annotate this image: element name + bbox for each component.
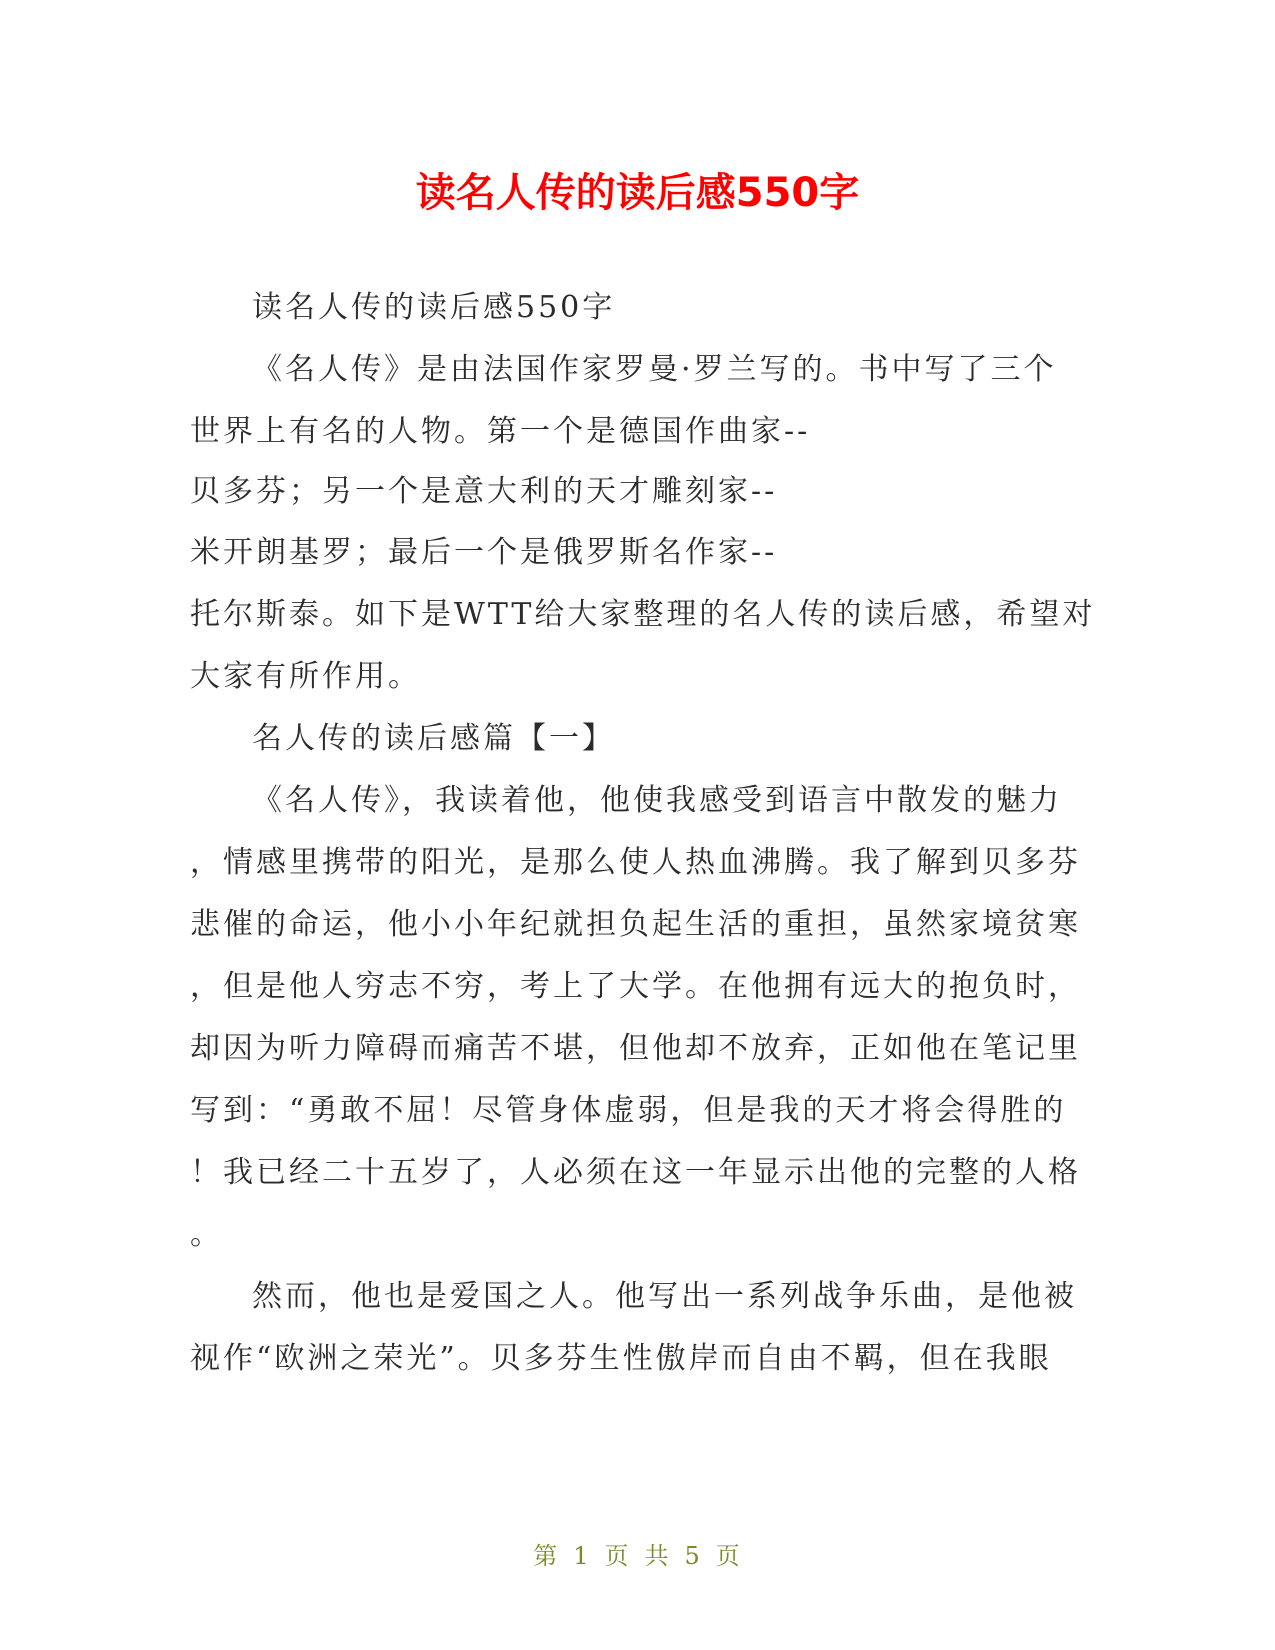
paragraph-line: 写到：“勇敢不屈！尽管身体虚弱，但是我的天才将会得胜的 — [190, 1093, 1067, 1128]
footer-current-page: 1 — [573, 1542, 591, 1570]
paragraph-line: 。 — [190, 1217, 223, 1252]
paragraph-line: 米开朗基罗；最后一个是俄罗斯名作家-- — [190, 535, 778, 570]
paragraph-line: 视作“欧洲之荣光”。贝多芬生性傲岸而自由不羁，但在我眼 — [190, 1341, 1052, 1376]
paragraph-line: 贝多芬；另一个是意大利的天才雕刻家-- — [190, 474, 778, 509]
paragraph-line: 然而，他也是爱国之人。他写出一系列战争乐曲，是他被 — [252, 1279, 1077, 1314]
footer-total-label: 共 — [644, 1542, 671, 1570]
document-title: 读名人传的读后感550字 — [415, 170, 860, 216]
footer-page-suffix: 页 — [715, 1542, 742, 1570]
paragraph-line: 世界上有名的人物。第一个是德国作曲家-- — [190, 414, 811, 449]
footer-page-prefix: 第 — [533, 1542, 560, 1570]
paragraph-line: ，但是他人穷志不穷，考上了大学。在他拥有远大的抱负时， — [190, 969, 1081, 1004]
paragraph-line: 悲催的命运，他小小年纪就担负起生活的重担，虽然家境贫寒 — [190, 907, 1081, 942]
paragraph-line: 读名人传的读后感550字 — [252, 290, 616, 325]
paragraph-line: ！我已经二十五岁了，人必须在这一年显示出他的完整的人格 — [190, 1155, 1081, 1190]
paragraph-line: 《名人传》，我读着他，他使我感受到语言中散发的魅力 — [252, 783, 1062, 818]
page-footer — [0, 1536, 1275, 1571]
section-heading: 名人传的读后感篇【一】 — [252, 721, 615, 756]
paragraph-line: 《名人传》是由法国作家罗曼·罗兰写的。书中写了三个 — [252, 352, 1057, 387]
paragraph-line: 却因为听力障碍而痛苦不堪，但他却不放弃，正如他在笔记里 — [190, 1031, 1081, 1066]
paragraph-line: ，情感里携带的阳光，是那么使人热血沸腾。我了解到贝多芬 — [190, 845, 1081, 880]
paragraph-line: 托尔斯泰。如下是WTT给大家整理的名人传的读后感，希望对 — [190, 597, 1096, 632]
paragraph-line: 大家有所作用。 — [190, 659, 421, 694]
footer-page-mid: 页 — [604, 1542, 631, 1570]
footer-total-pages: 5 — [684, 1542, 702, 1570]
